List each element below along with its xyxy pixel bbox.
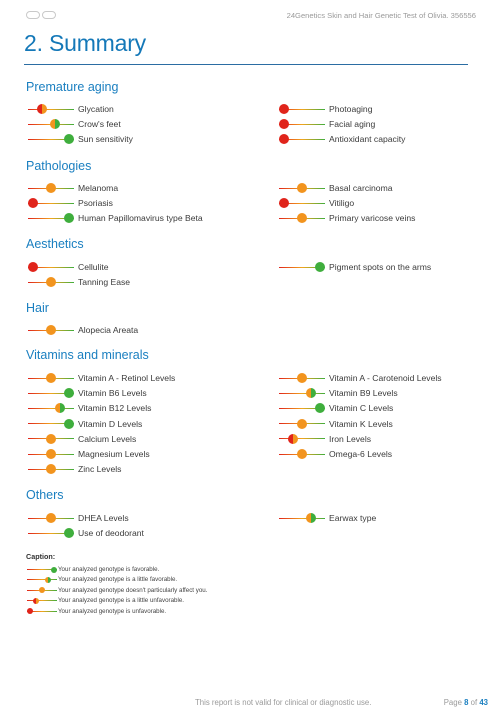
caption-text: Your analyzed genotype is favorable.	[58, 566, 160, 573]
trait-label: Omega-6 Levels	[329, 449, 393, 459]
logo-mark-left	[26, 11, 40, 19]
genotype-indicator-dot	[297, 183, 307, 193]
trait-label: Crow's feet	[78, 119, 121, 130]
genotype-scale	[279, 102, 325, 116]
page-title: 2. Summary	[24, 30, 146, 56]
trait-item	[279, 432, 371, 446]
trait-item	[279, 260, 431, 274]
genotype-indicator-dot	[306, 388, 316, 398]
trait-label: Antioxidant capacity	[329, 134, 406, 145]
caption-item	[27, 565, 159, 574]
genotype-scale	[279, 417, 325, 431]
genotype-scale	[28, 386, 74, 400]
trait-item	[28, 371, 175, 385]
scale-line	[279, 438, 325, 439]
trait-label: Magnesium Levels	[78, 449, 150, 459]
trait-label: DHEA Levels	[78, 513, 129, 523]
footer-disclaimer: This report is not valid for clinical or diagnostic use.	[195, 698, 372, 707]
caption-indicator-dot	[27, 608, 33, 614]
scale-line	[28, 109, 74, 110]
genotype-indicator-dot	[50, 119, 60, 129]
section-title-others: Others	[26, 488, 64, 502]
trait-item	[28, 102, 114, 116]
trait-label: Human Papillomavirus type Beta	[78, 213, 203, 224]
trait-label: Vitamin B12 Levels	[78, 403, 152, 414]
genotype-scale	[28, 526, 74, 540]
genotype-scale	[28, 401, 74, 415]
genotype-scale	[279, 386, 325, 400]
trait-label: Calcium Levels	[78, 433, 137, 444]
trait-label: Facial aging	[329, 119, 376, 130]
section-title-vitamins: Vitamins and minerals	[26, 348, 149, 362]
trait-item	[28, 196, 113, 210]
trait-item	[28, 526, 144, 540]
genotype-indicator-dot	[64, 213, 74, 223]
genotype-scale	[28, 181, 74, 195]
page-of: of	[470, 698, 478, 707]
trait-label: Cellulite	[78, 262, 109, 272]
trait-label: Psoriasis	[78, 198, 113, 209]
trait-item	[28, 260, 109, 274]
genotype-scale	[28, 196, 74, 210]
trait-label: Zinc Levels	[78, 464, 122, 475]
genotype-indicator-dot	[315, 262, 325, 272]
caption-text: Your analyzed genotype is a little unfavorable.	[58, 597, 185, 605]
genotype-indicator-dot	[37, 104, 47, 114]
caption-item	[27, 586, 207, 595]
trait-label: Alopecia Areata	[78, 325, 139, 335]
trait-label: Sun sensitivity	[78, 134, 133, 145]
caption-item	[27, 575, 177, 584]
section-title-pathologies: Pathologies	[26, 159, 92, 173]
caption-scale	[27, 596, 57, 605]
caption-scale-line	[27, 600, 57, 601]
section-title-aesthetics: Aesthetics	[26, 237, 84, 251]
trait-item	[28, 323, 138, 337]
genotype-scale	[279, 117, 325, 131]
genotype-indicator-dot	[46, 183, 56, 193]
caption-scale	[27, 607, 57, 616]
trait-label: Vitamin D Levels	[78, 418, 143, 429]
genotype-scale	[28, 511, 74, 525]
trait-item	[279, 386, 398, 400]
caption-scale	[27, 575, 57, 584]
trait-item	[279, 371, 442, 385]
trait-item	[279, 417, 393, 431]
trait-item	[28, 132, 133, 146]
trait-label: Vitamin B6 Levels	[78, 388, 147, 399]
trait-label: Pigment spots on the arms	[329, 262, 432, 272]
genotype-indicator-dot	[288, 434, 298, 444]
trait-item	[28, 417, 142, 431]
genotype-indicator-dot	[46, 513, 56, 523]
genotype-indicator-dot	[297, 373, 307, 383]
caption-text: Your analyzed genotype is unfavorable.	[58, 607, 167, 615]
genotype-indicator-dot	[64, 134, 74, 144]
trait-item	[279, 132, 405, 146]
page-number	[444, 698, 488, 707]
caption-item	[27, 607, 166, 616]
scale-line	[279, 518, 325, 519]
genotype-scale	[28, 447, 74, 461]
trait-label: Glycation	[78, 104, 114, 114]
trait-label: Photoaging	[329, 104, 373, 114]
genotype-indicator-dot	[55, 403, 65, 413]
genotype-indicator-dot	[46, 449, 56, 459]
caption-scale	[27, 565, 57, 574]
title-divider	[24, 64, 468, 65]
trait-label: Vitamin K Levels	[329, 418, 393, 429]
genotype-indicator-dot	[315, 403, 325, 413]
header-title: 24Genetics Skin and Hair Genetic Test of Olivia. 356556	[286, 11, 476, 20]
trait-item	[279, 102, 373, 116]
trait-item	[28, 117, 121, 131]
genotype-scale	[279, 447, 325, 461]
caption-text: Your analyzed genotype doesn't particularly affect you.	[58, 586, 208, 594]
genotype-scale	[279, 260, 325, 274]
trait-label: Vitamin B9 Levels	[329, 388, 398, 399]
genotype-scale	[279, 132, 325, 146]
trait-label: Basal carcinoma	[329, 183, 393, 193]
page-total: 43	[479, 698, 488, 707]
trait-item	[279, 196, 354, 210]
caption-indicator-dot	[51, 567, 57, 573]
genotype-indicator-dot	[28, 262, 38, 272]
trait-item	[28, 275, 130, 289]
trait-item	[279, 181, 393, 195]
genotype-scale	[279, 211, 325, 225]
genotype-indicator-dot	[46, 325, 56, 335]
genotype-scale	[28, 132, 74, 146]
genotype-indicator-dot	[46, 277, 56, 287]
section-title-hair: Hair	[26, 301, 49, 315]
genotype-indicator-dot	[64, 528, 74, 538]
caption-scale-line	[27, 579, 57, 580]
caption-title: Caption:	[26, 552, 56, 561]
trait-label: Tanning Ease	[78, 277, 131, 288]
trait-label: Vitamin A - Retinol Levels	[78, 373, 176, 383]
genotype-scale	[279, 181, 325, 195]
caption-indicator-dot	[45, 577, 51, 583]
genotype-scale	[28, 275, 74, 289]
trait-label: Primary varicose veins	[329, 213, 416, 224]
genotype-scale	[28, 211, 74, 225]
genotype-scale	[28, 102, 74, 116]
trait-item	[28, 401, 151, 415]
caption-item	[27, 596, 184, 605]
genotype-indicator-dot	[297, 449, 307, 459]
trait-label: Use of deodorant	[78, 528, 144, 539]
trait-item	[28, 181, 118, 195]
brand-logo	[26, 11, 56, 19]
genotype-scale	[279, 401, 325, 415]
genotype-scale	[28, 432, 74, 446]
genotype-scale	[279, 432, 325, 446]
trait-label: Earwax type	[329, 513, 377, 523]
genotype-scale	[279, 371, 325, 385]
caption-scale	[27, 586, 57, 595]
page-prefix: Page	[443, 698, 462, 707]
scale-line	[28, 408, 74, 409]
genotype-scale	[28, 117, 74, 131]
trait-item	[28, 447, 150, 461]
trait-label: Vitamin C Levels	[329, 403, 394, 414]
genotype-indicator-dot	[64, 388, 74, 398]
trait-item	[279, 211, 415, 225]
genotype-scale	[279, 511, 325, 525]
page-header	[0, 0, 500, 30]
logo-mark-right	[42, 11, 56, 19]
genotype-scale	[279, 196, 325, 210]
caption-indicator-dot	[39, 587, 45, 593]
scale-line	[279, 393, 325, 394]
genotype-indicator-dot	[279, 198, 289, 208]
trait-label: Melanoma	[78, 183, 119, 193]
genotype-indicator-dot	[46, 434, 56, 444]
genotype-scale	[28, 371, 74, 385]
caption-indicator-dot	[33, 598, 39, 604]
trait-label: Vitamin A - Carotenoid Levels	[329, 373, 442, 383]
genotype-scale	[28, 260, 74, 274]
genotype-scale	[28, 417, 74, 431]
trait-item	[28, 511, 129, 525]
genotype-indicator-dot	[297, 419, 307, 429]
genotype-indicator-dot	[279, 134, 289, 144]
page-current: 8	[464, 698, 469, 707]
genotype-indicator-dot	[306, 513, 316, 523]
trait-item	[279, 447, 392, 461]
genotype-indicator-dot	[46, 464, 56, 474]
trait-item	[28, 462, 121, 476]
trait-item	[28, 386, 147, 400]
trait-label: Iron Levels	[329, 433, 372, 444]
genotype-scale	[28, 462, 74, 476]
trait-item	[279, 117, 375, 131]
caption-text: Your analyzed genotype is a little favorable.	[58, 576, 178, 584]
genotype-scale	[28, 323, 74, 337]
genotype-indicator-dot	[46, 373, 56, 383]
trait-item	[28, 211, 203, 225]
section-title-premature-aging: Premature aging	[26, 80, 119, 94]
genotype-indicator-dot	[64, 419, 74, 429]
genotype-indicator-dot	[279, 119, 289, 129]
trait-item	[279, 401, 393, 415]
trait-item	[279, 511, 376, 525]
genotype-indicator-dot	[279, 104, 289, 114]
genotype-indicator-dot	[297, 213, 307, 223]
trait-label: Vitiligo	[329, 198, 355, 209]
trait-item	[28, 432, 136, 446]
genotype-indicator-dot	[28, 198, 38, 208]
